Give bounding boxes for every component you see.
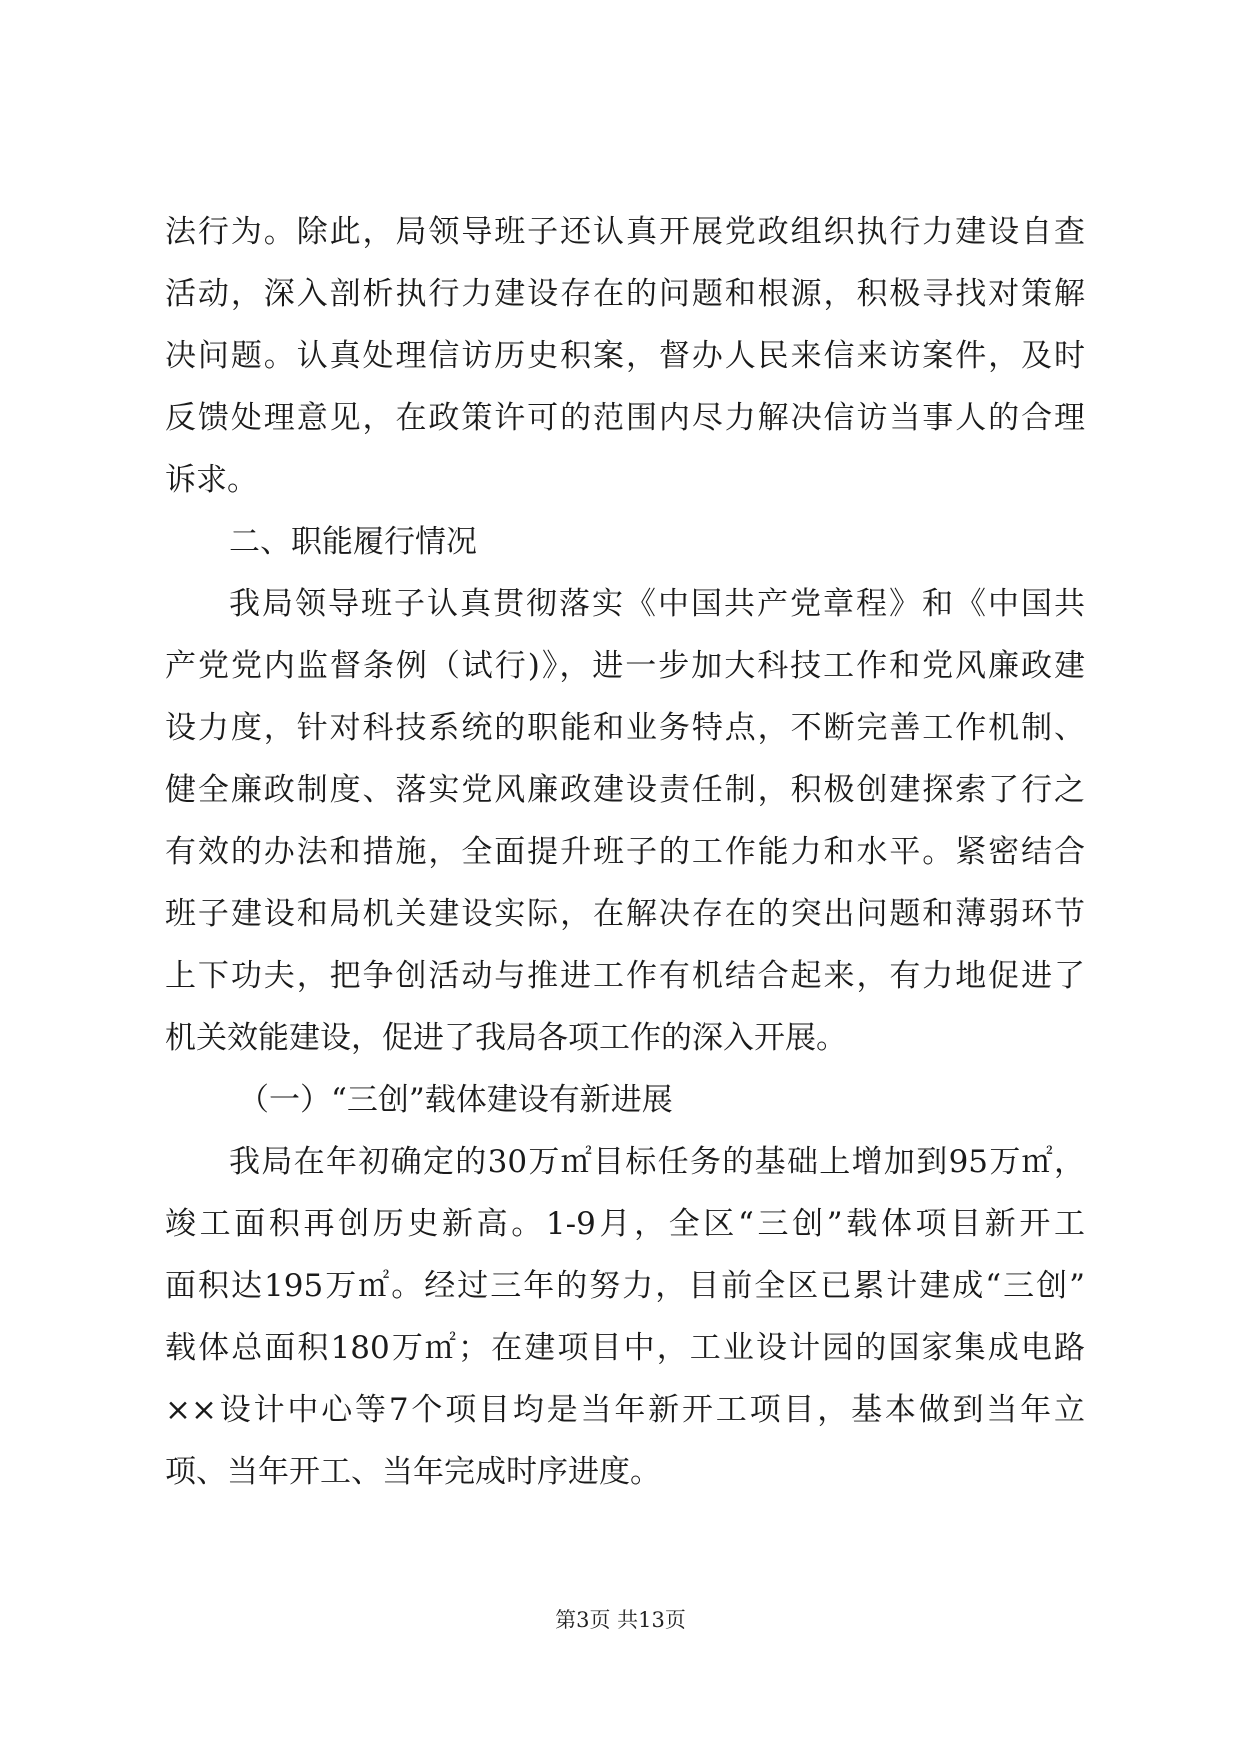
body-text-line: 项、当年开工、当年完成时序进度。 (165, 1454, 661, 1490)
body-text-line: 健全廉政制度、落实党风廉政建设责任制，积极创建探索了行之 (165, 772, 1085, 808)
body-text-line: 有效的办法和措施，全面提升班子的工作能力和水平。紧密结合 (165, 834, 1085, 870)
body-text-line: 产党党内监督条例（试行)》，进一步加大科技工作和党风廉政建 (165, 648, 1085, 684)
body-text-line: 活动，深入剖析执行力建设存在的问题和根源，积极寻找对策解 (165, 276, 1085, 312)
subsection-heading: （一）“三创”载体建设有新进展 (238, 1082, 673, 1118)
body-text-line: 载体总面积180万㎡；在建项目中，工业设计园的国家集成电路 (165, 1330, 1085, 1366)
body-text-line: 竣工面积再创历史新高。1-9月，全区“三创”载体项目新开工 (165, 1206, 1085, 1242)
body-text-line: 班子建设和局机关建设实际，在解决存在的突出问题和薄弱环节 (165, 896, 1085, 932)
section-heading: 二、职能履行情况 (229, 524, 477, 560)
body-text-line: 面积达195万㎡。经过三年的努力，目前全区已累计建成“三创” (165, 1268, 1085, 1304)
body-text-line: 我局在年初确定的30万㎡目标任务的基础上增加到95万㎡， (229, 1144, 1085, 1180)
body-text-line: 决问题。认真处理信访历史积案，督办人民来信来访案件，及时 (165, 338, 1085, 374)
body-text-line: 设力度，针对科技系统的职能和业务特点，不断完善工作机制、 (165, 710, 1085, 746)
body-text-line: 反馈处理意见，在政策许可的范围内尽力解决信访当事人的合理 (165, 400, 1085, 436)
body-text-line: ××设计中心等7个项目均是当年新开工项目，基本做到当年立 (165, 1392, 1085, 1428)
body-text-line: 上下功夫，把争创活动与推进工作有机结合起来，有力地促进了 (165, 958, 1085, 994)
page-number-footer: 第3页 共13页 (555, 1608, 686, 1632)
body-text-line: 我局领导班子认真贯彻落实《中国共产党章程》和《中国共 (229, 586, 1085, 622)
body-text-line: 法行为。除此，局领导班子还认真开展党政组织执行力建设自查 (165, 214, 1085, 250)
body-text-line: 诉求。 (165, 462, 258, 498)
body-text-line: 机关效能建设，促进了我局各项工作的深入开展。 (165, 1020, 847, 1056)
